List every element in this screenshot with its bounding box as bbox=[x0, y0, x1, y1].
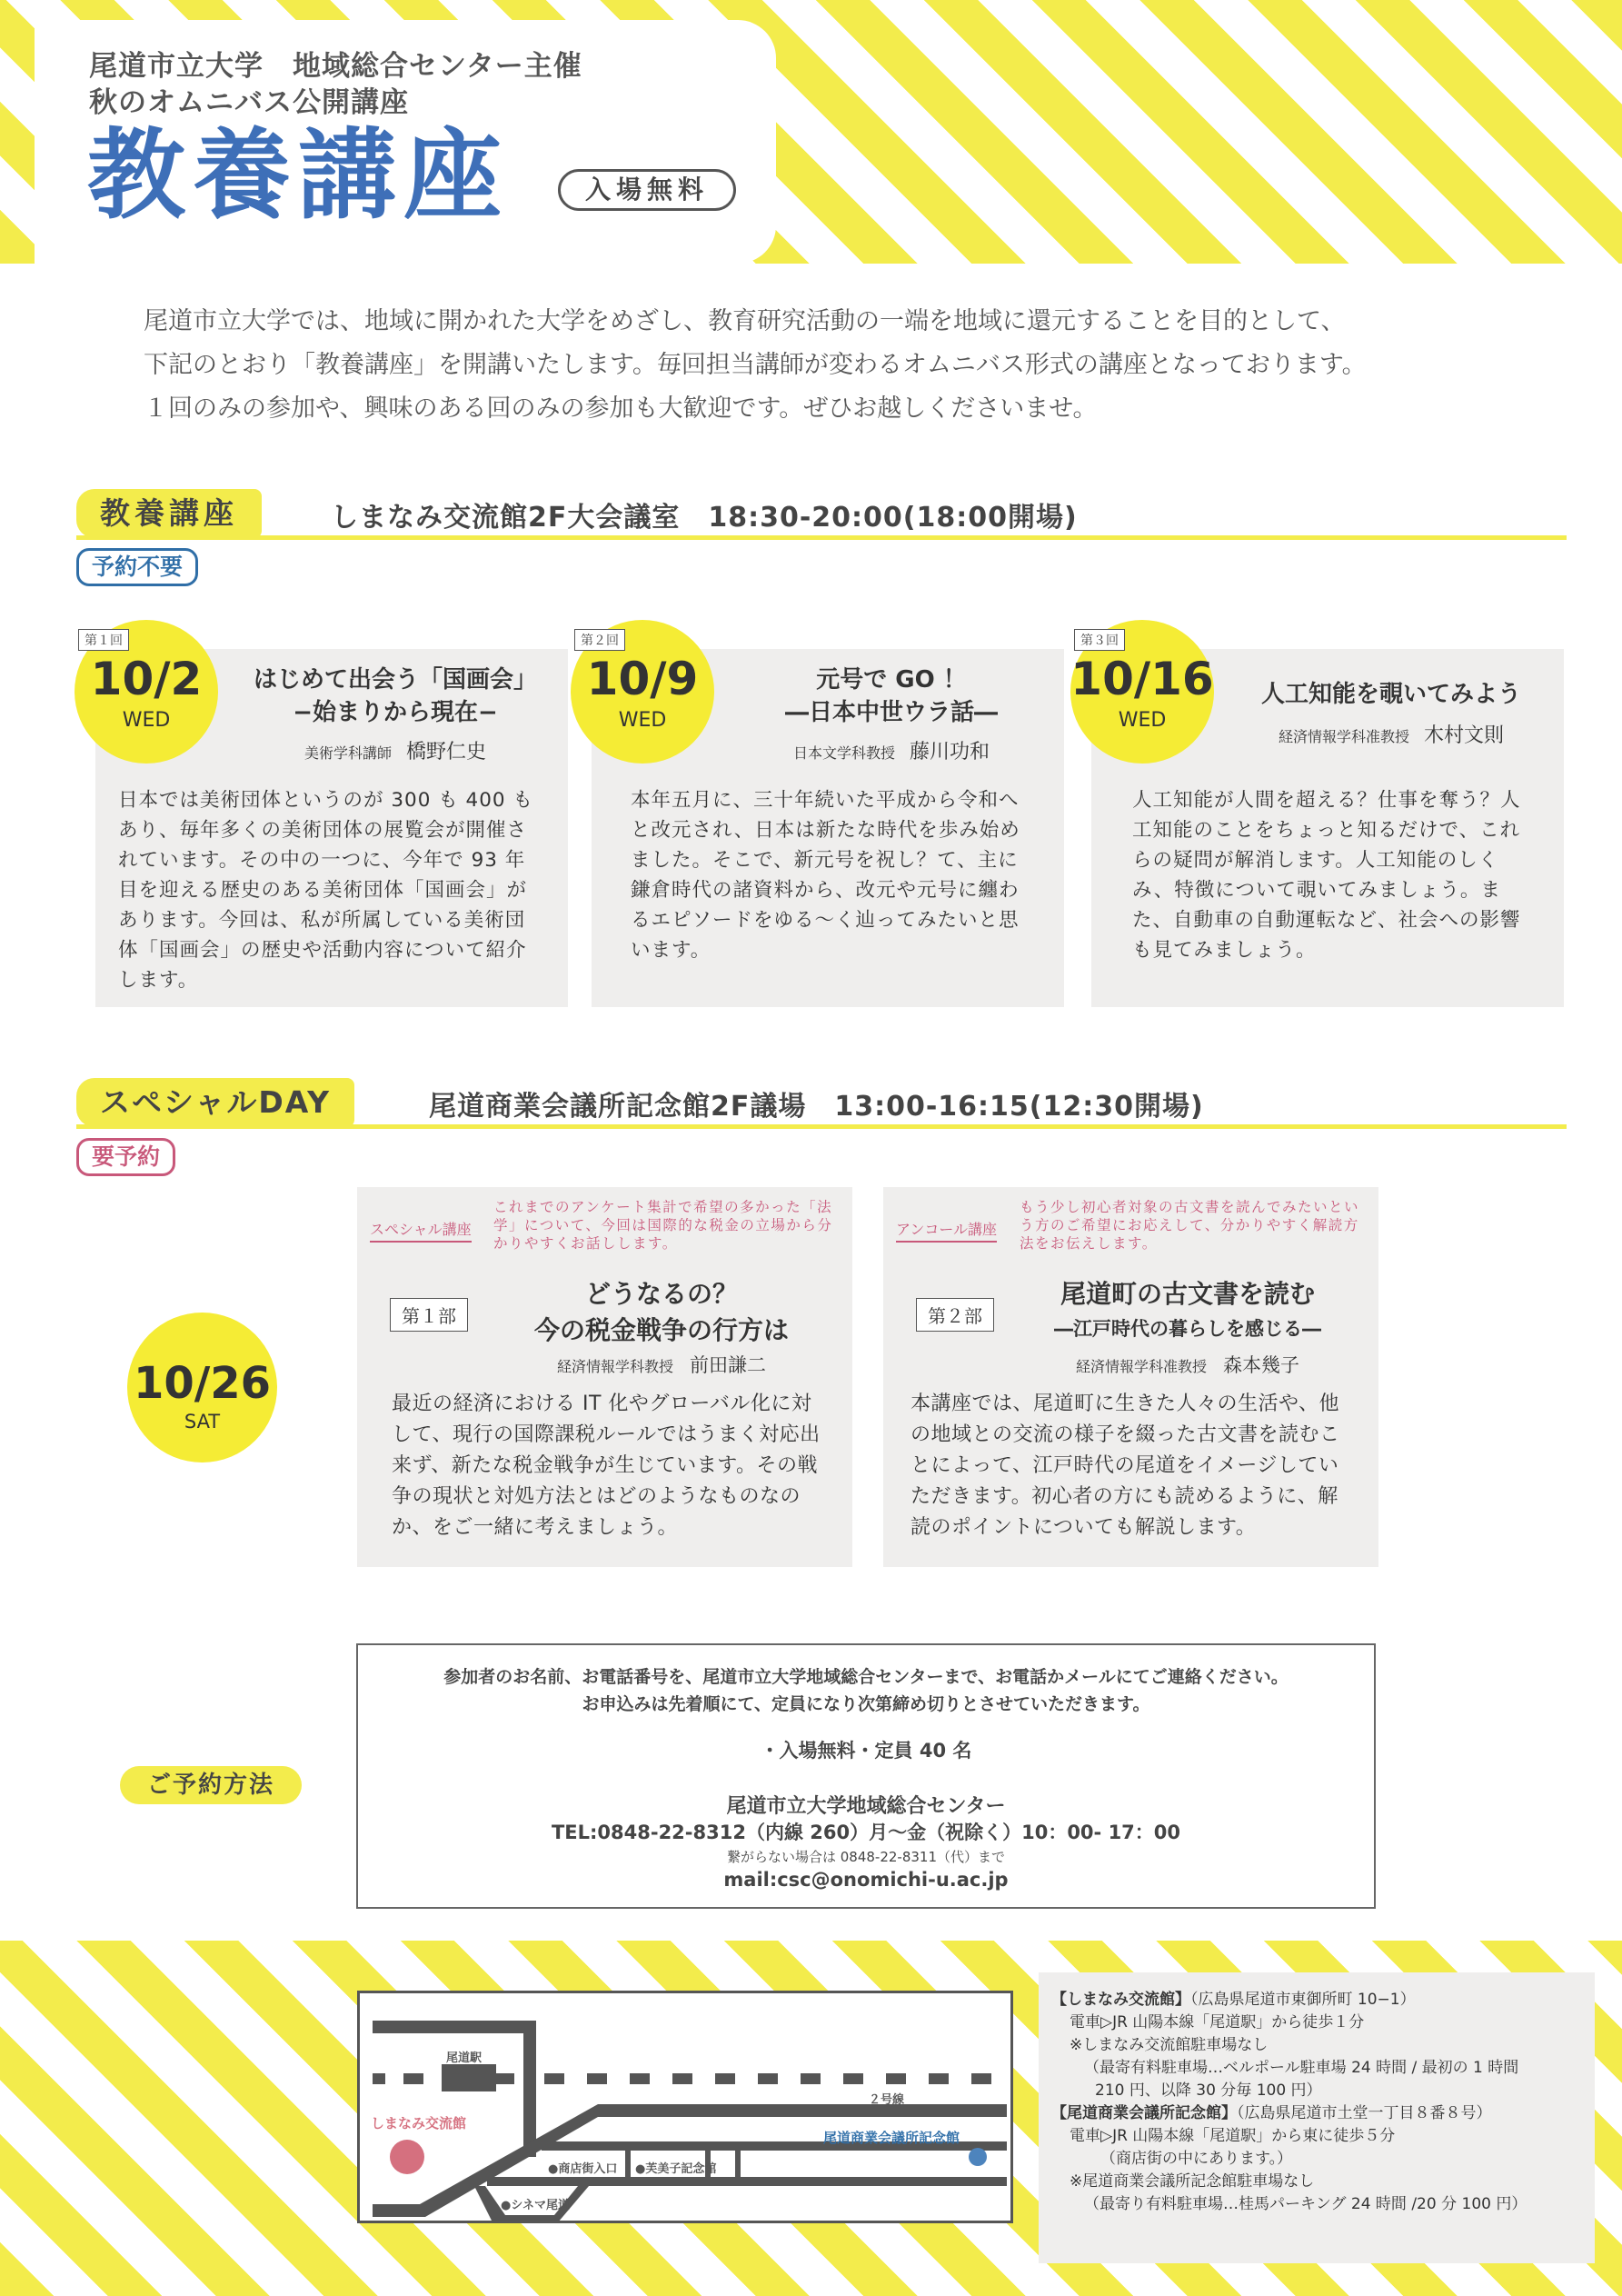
reservation-required-tag: 要予約 bbox=[76, 1138, 175, 1176]
session-number: 第１回 bbox=[78, 629, 129, 651]
map-landmark: ●シネマ尾道 bbox=[501, 2199, 570, 2212]
lecturer bbox=[1219, 720, 1564, 748]
lecture-description: 最近の経済における IT 化やグローバル化に対して、現行の国際課税ルールではうまく対応出来ず、新たな税金戦争が生じています。その戦争の現状と対処方法とはどのようなものなのか、をご一緒に考えましょう。 bbox=[392, 1393, 821, 1539]
lecturer-name: 前田謙二 bbox=[690, 1354, 766, 1376]
section-venue-time: しまなみ交流館2F大会議室 18:30-20:00(18:00開場) bbox=[331, 502, 1078, 534]
title-card bbox=[35, 20, 776, 264]
access-map bbox=[357, 1991, 1013, 2223]
lecture-title bbox=[719, 664, 1064, 729]
lecture-description: 本講座では、尾道町に生きた人々の生活や、他の地域との交流の様子を綴った古文書を読むことによって、江戸時代の尾道をイメージしていただきます。初心者の方にも読めるように、解読のポイントについても解説します。 bbox=[911, 1393, 1340, 1539]
map-route-label: ２号線 bbox=[869, 2093, 905, 2107]
lecture-title-line2: ―江戸時代の暮らしを感じる― bbox=[1054, 1318, 1321, 1340]
lecture-kind: スペシャル講座 bbox=[370, 1218, 472, 1243]
lecturer-name: 橋野仁史 bbox=[406, 741, 487, 764]
lecture-date: 10/9 bbox=[586, 653, 699, 705]
venue1-nearby-parking-fee: 210 円、以降 30 分毎 100 円） bbox=[1095, 2081, 1322, 2100]
reservation-deadline-note: お申込みは先着順にて、定員になり次第締め切りとさせていただきます。 bbox=[582, 1694, 1150, 1714]
lecturer-name: 森本幾子 bbox=[1223, 1354, 1299, 1376]
lecturer-dept: 経済情報学科教授 bbox=[556, 1358, 673, 1375]
venue1-heading bbox=[1051, 1989, 1595, 2011]
map-landmark: ●芙美子記念館 bbox=[635, 2162, 717, 2176]
title-line: 人工知能を覗いてみよう bbox=[1260, 681, 1521, 708]
venue2-name: 【尾道商業会議所記念館】 bbox=[1051, 2104, 1237, 2122]
lecture-card bbox=[560, 620, 1032, 1007]
venue1-parking: ※しまなみ交流館駐車場なし bbox=[1070, 2036, 1269, 2054]
venue2-parking: ※尾道商業会議所記念館駐車場なし bbox=[1070, 2172, 1315, 2191]
lecture-title-line1: どうなるの？ bbox=[584, 1279, 738, 1309]
map-venue2-label: 尾道商業会議所記念館 bbox=[823, 2130, 960, 2146]
venue2-note: （商店街の中にあります。） bbox=[1100, 2150, 1293, 2168]
venue1-train: 電車▷JR 山陽本線「尾道駅」から徒歩１分 bbox=[1070, 2013, 1365, 2031]
title-line: はじめて出会う「国画会」 bbox=[253, 666, 537, 694]
lecture-note: これまでのアンケート集計で希望の多かった「法学」について、今回は国際的な税金の立場から分かりやすくお話しします。 bbox=[493, 1199, 833, 1252]
lecture-title bbox=[223, 664, 568, 729]
lecturer-dept: 経済情報学科准教授 bbox=[1278, 728, 1409, 745]
intro-line: １回のみの参加や、興味のある回のみの参加も大歓迎です。ぜひお越しくださいませ。 bbox=[144, 394, 1098, 423]
lecturer-dept: 経済情報学科准教授 bbox=[1075, 1358, 1207, 1375]
map-landmark: ●商店街入口 bbox=[548, 2162, 618, 2176]
venue1-address: （広島県尾道市東御所町 10−1） bbox=[1190, 1991, 1416, 2009]
contact-phone[interactable]: TEL:0848-22-8312（内線 260）月〜金（祝除く）10：00- 17：00 bbox=[551, 1822, 1181, 1843]
venue1-marker-icon bbox=[390, 2140, 424, 2174]
lecture-card bbox=[1060, 620, 1532, 1007]
lecturer-name: 木村文則 bbox=[1424, 724, 1505, 747]
reservation-instructions: 参加者のお名前、お電話番号を、尾道市立大学地域総合センターまで、お電話かメールにてご連絡ください。 bbox=[443, 1667, 1289, 1687]
lecturer bbox=[719, 736, 1064, 764]
lecture-weekday: WED bbox=[1118, 709, 1167, 732]
section-header-kyoyo bbox=[76, 489, 1567, 540]
lecturer bbox=[223, 736, 568, 764]
lecture-note: もう少し初心者対象の古文書を読んでみたいという方のご希望にお応えして、分かりやすく解読方法をお伝えします。 bbox=[1020, 1199, 1360, 1252]
session-number: 第２回 bbox=[574, 629, 625, 651]
lecture-date: 10/2 bbox=[90, 653, 203, 705]
lecture-weekday: WED bbox=[122, 709, 171, 732]
lecture-weekday: WED bbox=[618, 709, 667, 732]
lecture-title bbox=[1219, 678, 1564, 711]
part-number: 第１部 bbox=[390, 1298, 468, 1332]
organizer-text: 尾道市立大学 地域総合センター主催 bbox=[89, 50, 582, 83]
reservation-info-box bbox=[356, 1643, 1376, 1909]
contact-email[interactable]: mail:csc@onomichi-u.ac.jp bbox=[723, 1869, 1009, 1891]
intro-paragraph bbox=[144, 300, 1507, 431]
part-number: 第２部 bbox=[916, 1298, 994, 1332]
venue2-marker-icon bbox=[969, 2148, 987, 2166]
lecture-description: 本年五月に、三十年続いた平成から令和へと改元され、日本は新たな時代を歩み始めました。そこで、新元号を祝し？て、主に鎌倉時代の諸資料から、改元や元号に纏わるエピソードをゆる〜く辿ってみたいと思います。 bbox=[631, 789, 1020, 962]
venue1-name: 【しまなみ交流館】 bbox=[1051, 1991, 1190, 2009]
lecture-description: 日本では美術団体というのが 300 も 400 もあり、毎年多くの美術団体の展覧会が開催されています。その中の一つに、今年で 93 年目を迎える歴史のある美術団体「国画会」があります。今回は、私が所属している美術団体「国画会」の歴史や活動内容について紹介します。 bbox=[118, 789, 533, 992]
reservation-method-label: ご予約方法 bbox=[120, 1766, 302, 1804]
access-info bbox=[1039, 1972, 1595, 2263]
map-roads-icon bbox=[360, 1993, 1010, 2221]
intro-line: 尾道市立大学では、地域に開かれた大学をめざし、教育研究活動の一端を地域に還元することを目的として、 bbox=[144, 307, 1346, 335]
special-weekday: SAT bbox=[184, 1411, 221, 1433]
special-date: 10/26 bbox=[133, 1358, 272, 1409]
page-title: 教養講座 bbox=[87, 119, 510, 233]
venue2-address: （広島県尾道市土堂一丁目８番８号） bbox=[1237, 2104, 1492, 2122]
lecturer-name: 藤川功和 bbox=[910, 741, 990, 764]
lecture-description: 人工知能が人間を超える？仕事を奪う？人工知能のことをちょっと知るだけで、これらの疑問が解消します。人工知能のしくみ、特徴について覗いてみましょう。また、自動車の自動運転など、社会への影響も見てみましょう。 bbox=[1132, 789, 1521, 962]
alternate-phone: 繋がらない場合は 0848-22-8311（代）まで bbox=[726, 1849, 1006, 1865]
section-venue-time: 尾道商業会議所記念館2F議場 13:00-16:15(12:30開場) bbox=[429, 1091, 1204, 1123]
venue2-nearby-parking: （最寄り有料駐車場…桂馬パーキング 24 時間 /20 分 100 円） bbox=[1084, 2195, 1527, 2213]
series-text: 秋のオムニバス公開講座 bbox=[89, 86, 409, 119]
lecture-date: 10/16 bbox=[1070, 653, 1214, 705]
map-station-label: 尾道駅 bbox=[446, 2051, 483, 2065]
lecture-card bbox=[64, 620, 536, 1007]
map-venue1-label: しまなみ交流館 bbox=[371, 2115, 467, 2131]
lecture-title-line1: 尾道町の古文書を読む bbox=[1060, 1279, 1315, 1309]
session-number: 第３回 bbox=[1074, 629, 1125, 651]
admission-conditions: ・入場無料・定員 40 名 bbox=[760, 1740, 972, 1762]
contact-organization: 尾道市立大学地域総合センター bbox=[726, 1795, 1006, 1818]
free-admission-badge: 入場無料 bbox=[558, 169, 736, 211]
section-label: 教養講座 bbox=[76, 489, 262, 538]
special-lecture-card bbox=[883, 1187, 1378, 1567]
lecture-title-line2: 今の税金戦争の行方は bbox=[533, 1315, 789, 1345]
venue2-heading bbox=[1051, 2102, 1595, 2125]
lecturer-dept: 日本文学科教授 bbox=[792, 744, 895, 762]
section-label: スペシャルDAY bbox=[76, 1078, 354, 1127]
lecturer bbox=[493, 1351, 830, 1378]
special-date-circle bbox=[127, 1313, 277, 1462]
intro-line: 下記のとおり「教養講座」を開講いたします。毎回担当講師が変わるオムニバス形式の講座となっております。 bbox=[144, 351, 1367, 379]
title-line: −始まりから現在− bbox=[293, 699, 498, 726]
lecturer-dept: 美術学科講師 bbox=[304, 744, 392, 762]
section-header-special-day bbox=[76, 1078, 1567, 1129]
no-reservation-tag: 予約不要 bbox=[76, 548, 198, 586]
title-line: ―日本中世ウラ話― bbox=[784, 699, 998, 726]
venue1-nearby-parking: （最寄有料駐車場…ベルポール駐車場 24 時間 / 最初の 1 時間 bbox=[1084, 2059, 1519, 2077]
special-lecture-card bbox=[357, 1187, 852, 1567]
title-line: 元号で GO ！ bbox=[816, 666, 967, 694]
lecture-kind: アンコール講座 bbox=[896, 1218, 997, 1243]
venue2-train: 電車▷JR 山陽本線「尾道駅」から東に徒歩５分 bbox=[1070, 2127, 1396, 2145]
lecturer bbox=[1020, 1351, 1356, 1378]
